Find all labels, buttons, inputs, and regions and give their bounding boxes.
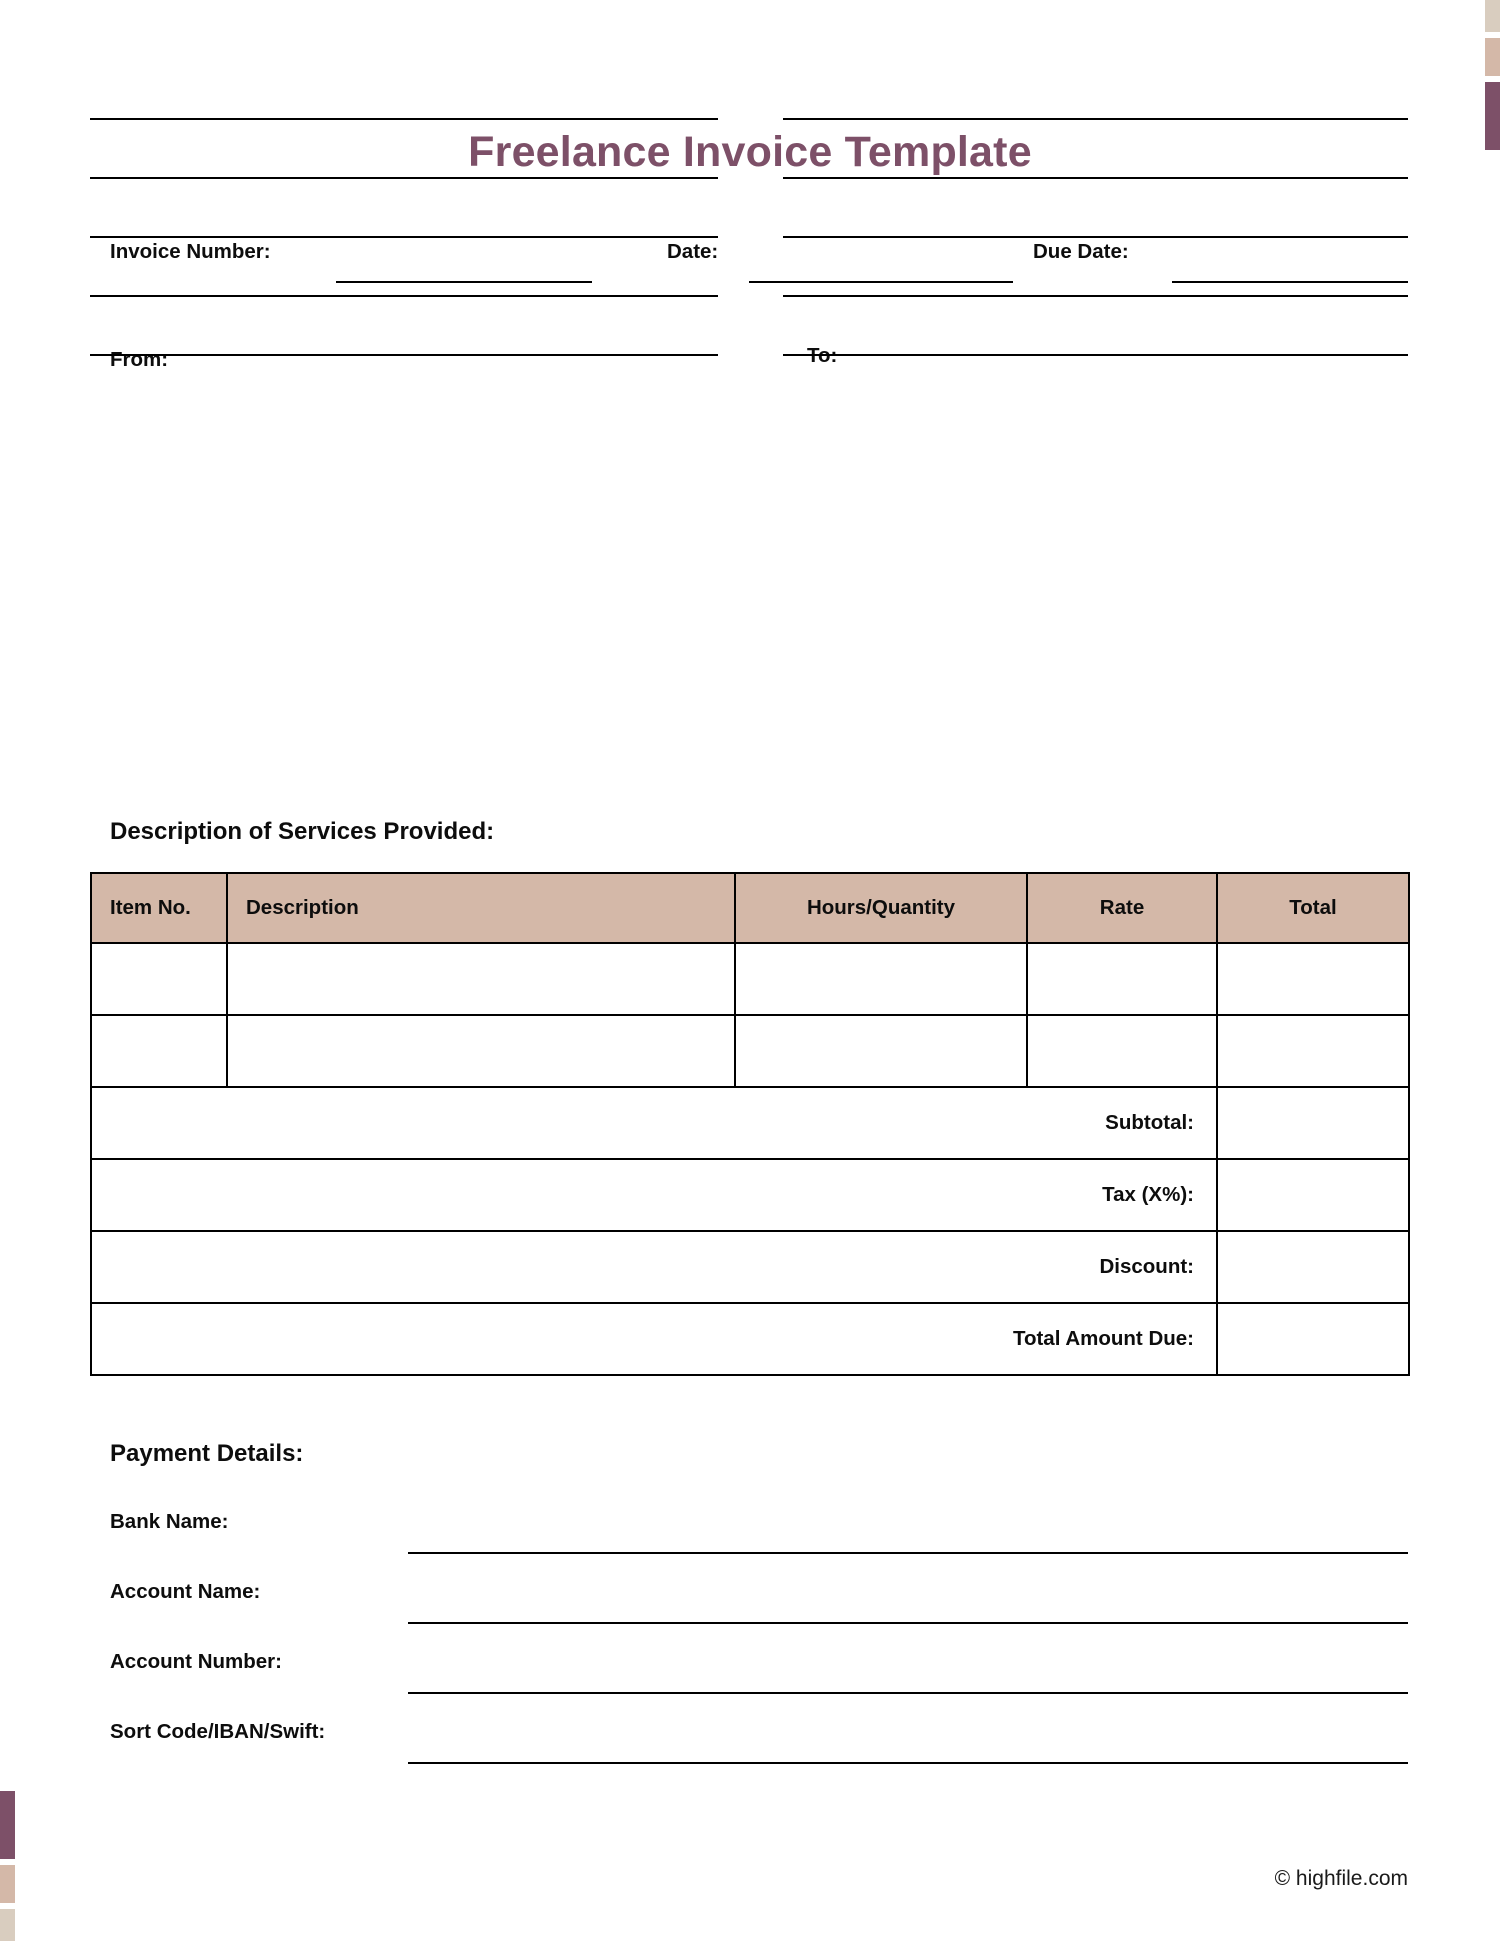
total-amount-due-label: Total Amount Due: <box>91 1303 1217 1375</box>
from-label: From: <box>110 348 169 371</box>
summary-row-discount <box>91 1231 1409 1303</box>
column-header-item-no: Item No. <box>91 873 227 943</box>
summary-row-total-due <box>91 1303 1409 1375</box>
cell-description[interactable] <box>227 1015 735 1087</box>
from-line-3[interactable] <box>90 236 718 238</box>
total-amount-due-value[interactable] <box>1217 1303 1409 1375</box>
due-date-field[interactable] <box>1172 281 1408 283</box>
services-table <box>90 872 1410 1376</box>
invoice-number-field[interactable] <box>336 281 592 283</box>
summary-row-subtotal <box>91 1087 1409 1159</box>
bank-name-label: Bank Name: <box>110 1510 229 1533</box>
bank-name-field[interactable] <box>408 1552 1408 1554</box>
to-line-1[interactable] <box>783 118 1408 120</box>
decorative-bar-top-tan <box>1485 38 1500 76</box>
column-header-description: Description <box>227 873 735 943</box>
to-label: To: <box>807 344 838 367</box>
sort-code-label: Sort Code/IBAN/Swift: <box>110 1720 326 1743</box>
subtotal-value[interactable] <box>1217 1087 1409 1159</box>
summary-row-tax <box>91 1159 1409 1231</box>
cell-total[interactable] <box>1217 1015 1409 1087</box>
from-line-2[interactable] <box>90 177 718 179</box>
services-heading: Description of Services Provided: <box>110 818 495 845</box>
table-row <box>91 943 1409 1015</box>
tax-label: Tax (X%): <box>91 1159 1217 1231</box>
payment-details-heading: Payment Details: <box>110 1440 304 1467</box>
page-title: Freelance Invoice Template <box>468 128 1032 176</box>
column-header-hours-quantity: Hours/Quantity <box>735 873 1027 943</box>
payment-row-sort-code <box>0 1720 1500 1790</box>
subtotal-label: Subtotal: <box>91 1087 1217 1159</box>
table-row <box>91 1015 1409 1087</box>
payment-row-account-number <box>0 1650 1500 1720</box>
cell-rate[interactable] <box>1027 943 1217 1015</box>
discount-value[interactable] <box>1217 1231 1409 1303</box>
cell-total[interactable] <box>1217 943 1409 1015</box>
cell-hours[interactable] <box>735 1015 1027 1087</box>
tax-value[interactable] <box>1217 1159 1409 1231</box>
cell-hours[interactable] <box>735 943 1027 1015</box>
cell-item-no[interactable] <box>91 943 227 1015</box>
from-line-5[interactable] <box>90 354 718 356</box>
invoice-number-label: Invoice Number: <box>110 240 271 263</box>
date-field[interactable] <box>749 281 1013 283</box>
payment-details-fields <box>0 1510 1500 1790</box>
sort-code-field[interactable] <box>408 1762 1408 1764</box>
footer-copyright: © highfile.com <box>1274 1867 1408 1890</box>
account-number-label: Account Number: <box>110 1650 282 1673</box>
account-number-field[interactable] <box>408 1692 1408 1694</box>
discount-label: Discount: <box>91 1231 1217 1303</box>
table-header-row <box>91 873 1409 943</box>
column-header-total: Total <box>1217 873 1409 943</box>
date-label: Date: <box>667 240 719 263</box>
to-line-2[interactable] <box>783 177 1408 179</box>
cell-item-no[interactable] <box>91 1015 227 1087</box>
payment-row-bank-name <box>0 1510 1500 1580</box>
column-header-rate: Rate <box>1027 873 1217 943</box>
decorative-bar-top-beige <box>1485 0 1500 32</box>
from-line-4[interactable] <box>90 295 718 297</box>
cell-rate[interactable] <box>1027 1015 1217 1087</box>
decorative-bar-bottom-purple <box>0 1791 15 1859</box>
to-line-4[interactable] <box>783 295 1408 297</box>
to-line-3[interactable] <box>783 236 1408 238</box>
due-date-label: Due Date: <box>1033 240 1129 263</box>
account-name-field[interactable] <box>408 1622 1408 1624</box>
invoice-meta-row <box>0 240 1500 300</box>
to-line-5[interactable] <box>783 354 1408 356</box>
account-name-label: Account Name: <box>110 1580 261 1603</box>
decorative-bar-bottom-beige <box>0 1909 15 1941</box>
from-line-1[interactable] <box>90 118 718 120</box>
cell-description[interactable] <box>227 943 735 1015</box>
payment-row-account-name <box>0 1580 1500 1650</box>
decorative-bar-bottom-tan <box>0 1865 15 1903</box>
